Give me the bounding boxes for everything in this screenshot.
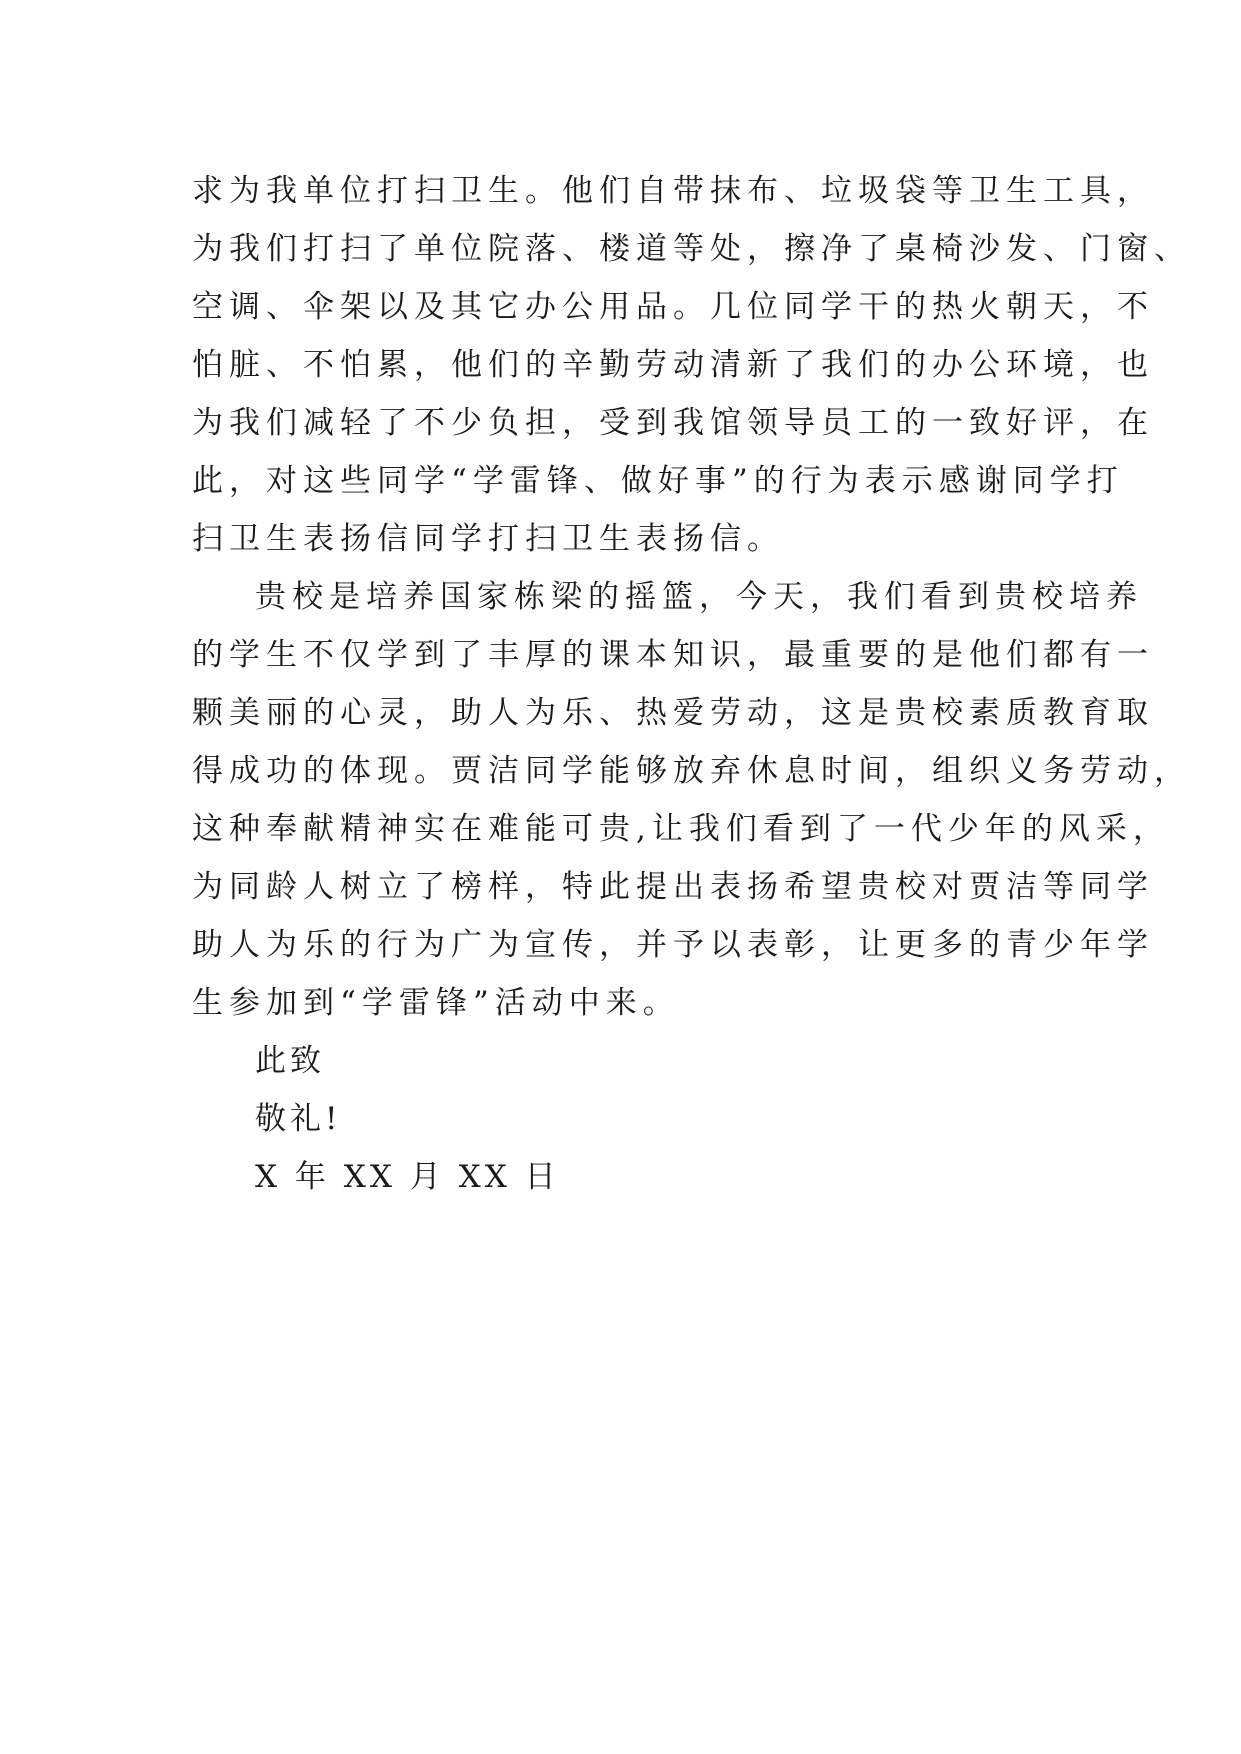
paragraph-line: 生参加到“学雷锋”活动中来。 [192,985,680,1021]
letter-closing [192,1032,1072,1206]
paragraph-line: 的学生不仅学到了丰厚的课本知识，最重要的是他们都有一 [192,637,1154,673]
paragraph-line: 怕脏、不怕累，他们的辛勤劳动清新了我们的办公环境，也 [192,347,1154,383]
paragraph-line: 为同龄人树立了榜样，特此提出表扬希望贵校对贾洁等同学 [192,869,1154,905]
letter-body [192,162,1191,1206]
paragraph-line: 这种奉献精神实在难能可贵,让我们看到了一代少年的风采， [192,811,1170,847]
salutation-line-2: 敬礼! [255,1101,342,1137]
paragraph-1 [192,162,1191,568]
paragraph-line: 得成功的体现。贾洁同学能够放弃休息时间，组织义务劳动， [192,753,1191,789]
paragraph-line: 助人为乐的行为广为宣传，并予以表彰，让更多的青少年学 [192,927,1154,963]
paragraph-line: 为我们减轻了不少负担，受到我馆领导员工的一致好评，在 [192,405,1154,441]
paragraph-line: 为我们打扫了单位院落、楼道等处，擦净了桌椅沙发、门窗、 [192,231,1191,267]
paragraph-line: 贵校是培养国家栋梁的摇篮，今天，我们看到贵校培养 [255,579,1143,615]
salutation-line-1: 此致 [255,1043,325,1079]
paragraph-line: 空调、伞架以及其它办公用品。几位同学干的热火朝天，不 [192,289,1154,325]
paragraph-line: 颗美丽的心灵，助人为乐、热爱劳动，这是贵校素质教育取 [192,695,1154,731]
letter-date: X 年 XX 月 XX 日 [255,1159,560,1195]
paragraph-line: 此，对这些同学“学雷锋、做好事”的行为表示感谢同学打 [192,463,1124,499]
paragraph-2 [192,568,1191,1032]
paragraph-line: 求为我单位打扫卫生。他们自带抹布、垃圾袋等卫生工具， [192,173,1154,209]
paragraph-line: 扫卫生表扬信同学打扫卫生表扬信。 [192,521,784,557]
